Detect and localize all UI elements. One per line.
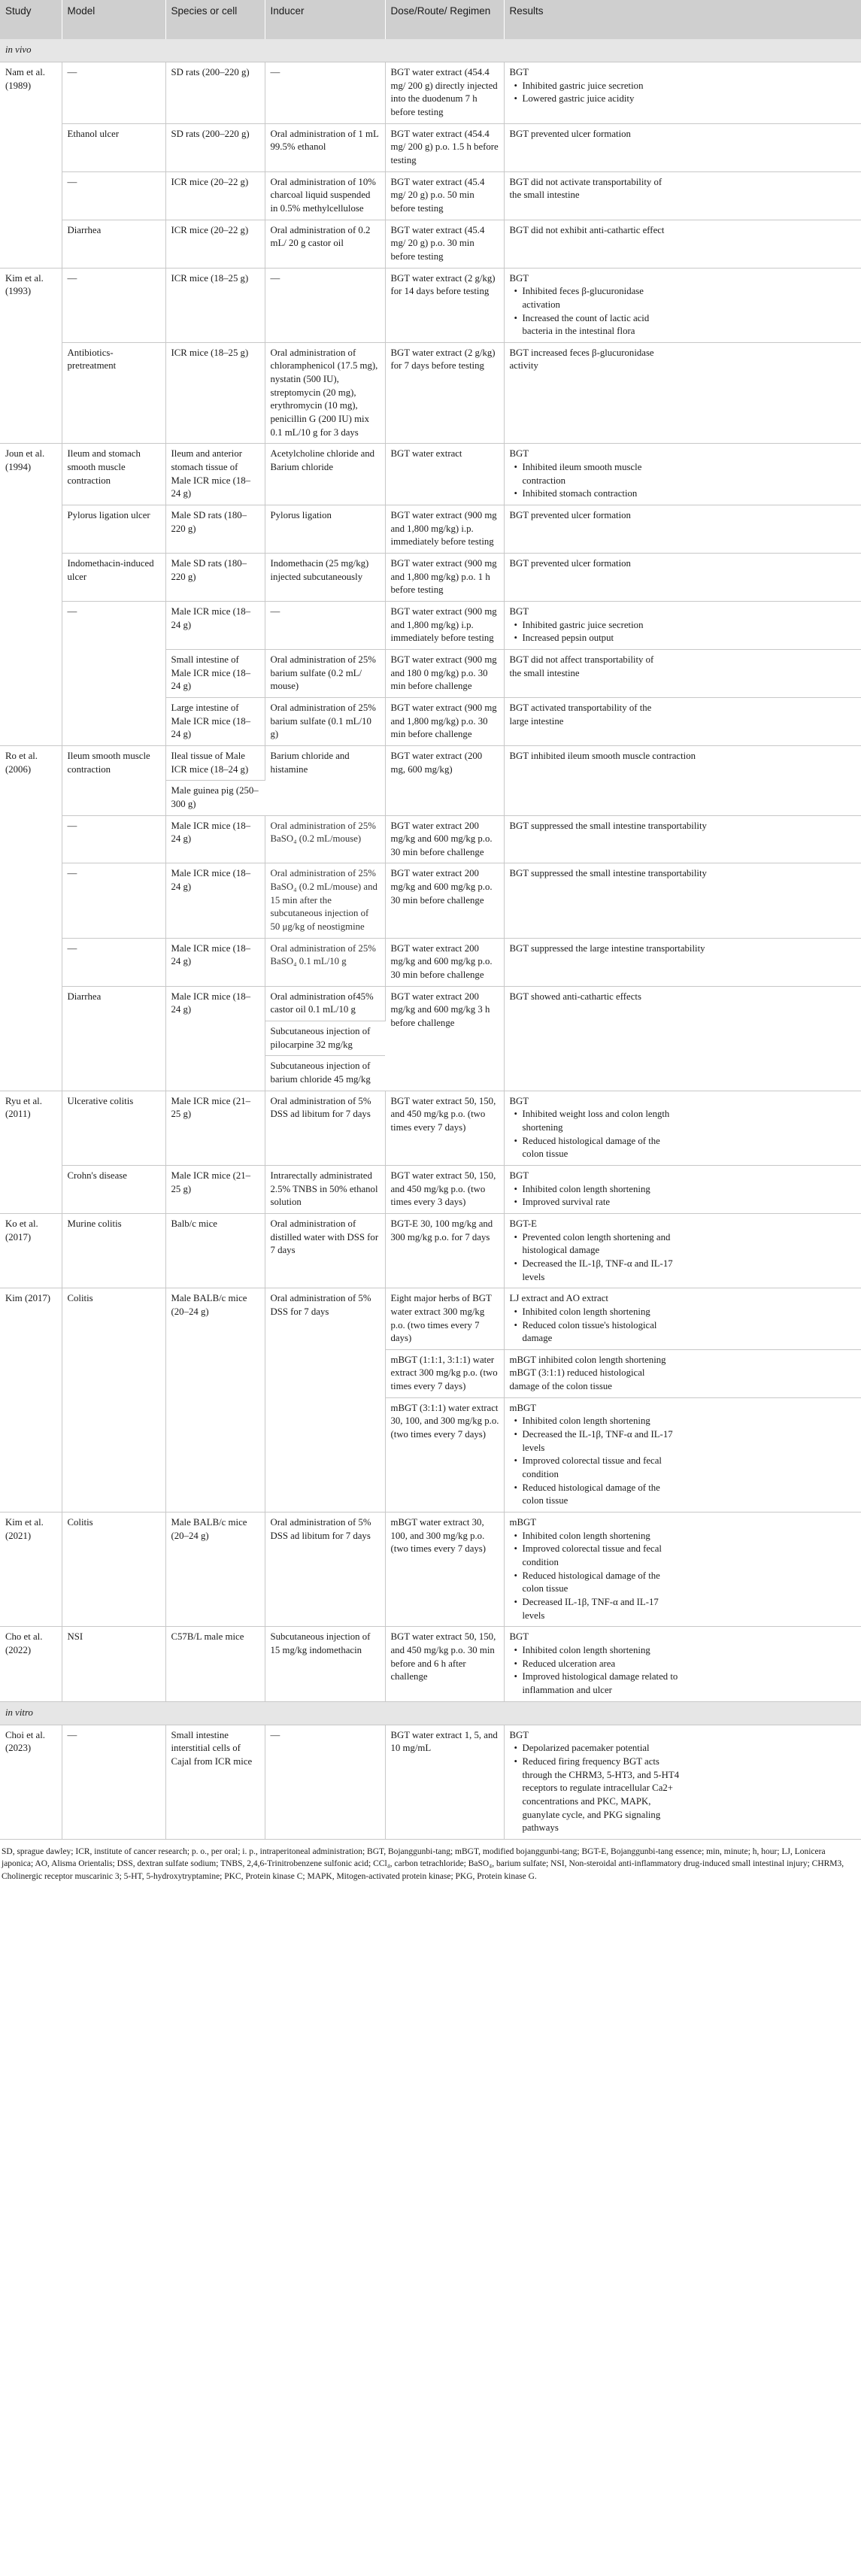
species-cell: Male SD rats (180–220 g)	[165, 505, 265, 554]
result-item: • Reduced colon tissue's histological damage	[523, 1319, 681, 1346]
dose-cell: BGT water extract 50, 150, and 450 mg/kg p.o. (two times every 7 days)	[385, 1091, 504, 1165]
result-title: mBGT	[509, 1402, 537, 1413]
result-title: BGT	[509, 1170, 529, 1181]
result-item: • Lowered gastric juice acidity	[523, 93, 681, 106]
result-item: • Improved colorectal tissue and fecal condition	[523, 1543, 681, 1569]
result-title: BGT	[509, 605, 529, 617]
result-title: BGT increased feces β-glucuronidase activity	[509, 347, 654, 372]
inducer-cell: Oral administration of 25% BaSO₄ (0.2 mL/mouse)	[265, 815, 385, 863]
table-row	[0, 220, 861, 268]
result-title: BGT did not activate transportability of the small intestine	[509, 176, 662, 201]
study-cell: Nam et al. (1989)	[0, 62, 62, 269]
inducer-cell: Oral administration of distilled water with DSS for 7 days	[265, 1213, 385, 1288]
model-cell: Murine colitis	[62, 1213, 165, 1288]
header-species: Species or cell	[165, 0, 265, 39]
table-row	[0, 554, 861, 602]
result-item: • Decreased IL-1β, TNF-α and IL-17 levels	[523, 1596, 681, 1622]
model-cell: Antibiotics-pretreatment	[62, 342, 165, 444]
result-list	[510, 1306, 681, 1346]
result-item: • Inhibited stomach contraction	[523, 487, 681, 501]
model-cell: Colitis	[62, 1288, 165, 1513]
result-cell	[504, 649, 861, 697]
study-cell: Joun et al. (1994)	[0, 444, 62, 745]
result-list	[510, 1530, 681, 1623]
species-cell: Large intestine of Male ICR mice (18–24 g)	[165, 697, 265, 745]
result-cell	[504, 1627, 861, 1701]
result-cell	[504, 220, 861, 268]
table-row	[0, 1288, 861, 1350]
model-cell: —	[62, 863, 165, 938]
table-header	[0, 0, 861, 39]
model-cell: Colitis	[62, 1513, 165, 1627]
result-list	[510, 1415, 681, 1508]
model-cell: Ileum and stomach smooth muscle contraction	[62, 444, 165, 505]
species-cell: C57B/L male mice	[165, 1627, 265, 1701]
result-list	[510, 80, 681, 106]
result-item: • Reduced histological damage of the colon tissue	[523, 1570, 681, 1596]
result-cell	[504, 1397, 861, 1512]
result-item: • Inhibited colon length shortening	[523, 1415, 681, 1428]
result-cell: BGT suppressed the large intestine transportability	[504, 938, 861, 986]
header-inducer: Inducer	[265, 0, 385, 39]
result-item: • Depolarized pacemaker potential	[523, 1742, 681, 1755]
study-cell: Ryu et al. (2011)	[0, 1091, 62, 1213]
header-model: Model	[62, 0, 165, 39]
result-item: • Inhibited weight loss and colon length shortening	[523, 1108, 681, 1134]
dose-cell: BGT water extract (2 g/kg) for 7 days before testing	[385, 342, 504, 444]
result-item: • Increased pepsin output	[523, 632, 681, 645]
result-list	[510, 1108, 681, 1161]
result-item: • Inhibited colon length shortening	[523, 1644, 681, 1658]
header-results: Results	[504, 0, 861, 39]
result-list	[510, 1742, 681, 1835]
table-row	[0, 1627, 861, 1701]
header-dose: Dose/Route/ Regimen	[385, 0, 504, 39]
result-cell	[504, 444, 861, 505]
inducer-cell: Indomethacin (25 mg/kg) injected subcutaneously	[265, 554, 385, 602]
result-cell	[504, 505, 861, 554]
dose-cell: BGT water extract (200 mg, 600 mg/kg)	[385, 745, 504, 815]
section-label: in vivo	[0, 39, 861, 62]
table-row	[0, 986, 861, 1021]
result-list	[510, 1183, 681, 1209]
model-cell: —	[62, 815, 165, 863]
model-cell: Ileum smooth muscle contraction	[62, 745, 165, 815]
dose-cell: Eight major herbs of BGT water extract 300 mg/kg p.o. (two times every 7 days)	[385, 1288, 504, 1350]
model-cell: Pylorus ligation ulcer	[62, 505, 165, 554]
model-cell: Diarrhea	[62, 220, 165, 268]
species-cell: Male BALB/c mice (20–24 g)	[165, 1513, 265, 1627]
result-title: BGT	[509, 1631, 529, 1643]
dose-cell: BGT water extract (45.4 mg/ 20 g) p.o. 50 min before testing	[385, 171, 504, 220]
species-cell: ICR mice (18–25 g)	[165, 342, 265, 444]
result-item: • Inhibited gastric juice secretion	[523, 619, 681, 633]
model-cell: —	[62, 1725, 165, 1839]
result-title: BGT activated transportability of the large intestine	[509, 702, 652, 727]
table-row	[0, 1165, 861, 1213]
section-in-vitro	[0, 1701, 861, 1725]
section-label: in vitro	[0, 1701, 861, 1725]
inducer-cell: Oral administration of 10% charcoal liquid suspended in 0.5% methylcellulose	[265, 171, 385, 220]
dose-cell: BGT water extract 50, 150, and 450 mg/kg p.o. (two times every 3 days)	[385, 1165, 504, 1213]
inducer-cell: Barium chloride and histamine	[265, 745, 385, 815]
result-cell	[504, 1513, 861, 1627]
model-cell: —	[62, 268, 165, 342]
species-cell: Male ICR mice (18–24 g)	[165, 863, 265, 938]
result-title: BGT did not affect transportability of the small intestine	[509, 654, 654, 678]
model-cell: Diarrhea	[62, 986, 165, 1091]
species-cell: Small intestine of Male ICR mice (18–24 g)	[165, 649, 265, 697]
inducer-cell: —	[265, 62, 385, 124]
result-list	[510, 1231, 681, 1285]
table-row	[0, 601, 861, 649]
species-cell: ICR mice (20–22 g)	[165, 220, 265, 268]
table-row	[0, 62, 861, 124]
species-cell: Ileal tissue of Male ICR mice (18–24 g)	[165, 745, 265, 780]
inducer-cell: Oral administration of 5% DSS ad libitum for 7 days	[265, 1513, 385, 1627]
study-cell: Ro et al. (2006)	[0, 745, 62, 1091]
result-item: • Decreased the IL-1β, TNF-α and IL-17 levels	[523, 1258, 681, 1284]
dose-cell: BGT water extract 200 mg/kg and 600 mg/kg p.o. 30 min before challenge	[385, 863, 504, 938]
table-row	[0, 444, 861, 505]
table-footnote: SD, sprague dawley; ICR, institute of cancer research; p. o., per oral; i. p., intraperitoneal administration; BGT, Bojanggunbi-tang; mBGT, modified bojanggunbi-tang; BGT-E, Bojanggunbi-tang essence; min, minute; h, hour; LJ, Lonicera japonica; AO, Alisma Orientalis; DSS, dextran sulfate sodium; TNBS, 2,4,6-Trinitrobenzene sulfonic acid; CCl₄, carbon tetrachloride; BaSO₄, barium sulfate; NSI, Non-steroidal anti-inflammatory drug-induced small intestinal injury; CHRM3, Cholinergic receptor muscarinic 3; 5-HT, 5-hydroxytryptamine; PKC, Protein kinase C; MAPK, Mitogen-activated protein kinase; PKG, Protein kinase G.	[2, 1846, 844, 1882]
inducer-cell: Oral administration of 25% BaSO₄ (0.2 mL/mouse) and 15 min after the subcutaneous injection of 50 μg/kg of neostigmine	[265, 863, 385, 938]
species-cell: Male ICR mice (18–24 g)	[165, 938, 265, 986]
inducer-cell: Intrarectally administrated 2.5% TNBS in 50% ethanol solution	[265, 1165, 385, 1213]
result-cell	[504, 171, 861, 220]
header-study: Study	[0, 0, 62, 39]
dose-cell: mBGT (1:1:1, 3:1:1) water extract 300 mg/kg p.o. (two times every 7 days)	[385, 1349, 504, 1397]
result-item: • Improved survival rate	[523, 1196, 681, 1209]
result-cell	[504, 1213, 861, 1288]
result-cell	[504, 697, 861, 745]
result-title: BGT	[509, 1729, 529, 1740]
inducer-cell: Oral administration of 1 mL 99.5% ethanol	[265, 123, 385, 171]
species-cell: SD rats (200–220 g)	[165, 62, 265, 124]
result-title: BGT	[509, 1095, 529, 1106]
result-title: BGT prevented ulcer formation	[509, 510, 631, 521]
result-title: BGT	[509, 448, 529, 460]
dose-cell: mBGT water extract 30, 100, and 300 mg/kg p.o. (two times every 7 days)	[385, 1513, 504, 1627]
model-cell: —	[62, 171, 165, 220]
result-item: • Inhibited colon length shortening	[523, 1183, 681, 1197]
species-cell: SD rats (200–220 g)	[165, 123, 265, 171]
result-item: • Inhibited colon length shortening	[523, 1306, 681, 1319]
result-cell	[504, 1288, 861, 1350]
model-cell: Ulcerative colitis	[62, 1091, 165, 1165]
result-item: • Improved histological damage related to inflammation and ulcer	[523, 1670, 681, 1697]
result-title: mBGT	[509, 1517, 537, 1528]
result-cell	[504, 1725, 861, 1839]
species-cell: Balb/c mice	[165, 1213, 265, 1288]
model-cell: —	[62, 62, 165, 124]
result-title: BGT	[509, 67, 529, 77]
inducer-cell: Subcutaneous injection of barium chloride 45 mg/kg	[265, 1056, 385, 1091]
result-list	[510, 1644, 681, 1698]
dose-cell: BGT water extract (900 mg and 1,800 mg/kg) i.p. immediately before testing	[385, 601, 504, 649]
dose-cell: BGT water extract (2 g/kg) for 14 days before testing	[385, 268, 504, 342]
result-title: BGT prevented ulcer formation	[509, 128, 631, 139]
result-item: • Decreased the IL-1β, TNF-α and IL-17 levels	[523, 1428, 681, 1455]
model-cell: Crohn's disease	[62, 1165, 165, 1213]
species-cell: Male ICR mice (18–24 g)	[165, 601, 265, 649]
dose-cell: BGT water extract (45.4 mg/ 20 g) p.o. 30 min before testing	[385, 220, 504, 268]
inducer-cell: Subcutaneous injection of 15 mg/kg indomethacin	[265, 1627, 385, 1701]
result-list	[510, 461, 681, 501]
dose-cell: BGT water extract (454.4 mg/ 200 g) directly injected into the duodenum 7 h before testing	[385, 62, 504, 124]
species-cell: Small intestine interstitial cells of Cajal from ICR mice	[165, 1725, 265, 1839]
result-cell	[504, 342, 861, 444]
result-cell: BGT suppressed the small intestine transportability	[504, 815, 861, 863]
inducer-cell: Pylorus ligation	[265, 505, 385, 554]
species-cell: Male ICR mice (21–25 g)	[165, 1091, 265, 1165]
inducer-cell: Oral administration of45% castor oil 0.1 mL/10 g	[265, 986, 385, 1021]
result-cell: BGT inhibited ileum smooth muscle contraction	[504, 745, 861, 815]
result-cell: BGT suppressed the small intestine transportability	[504, 863, 861, 938]
dose-cell: BGT water extract (454.4 mg/ 200 g) p.o. 1.5 h before testing	[385, 123, 504, 171]
dose-cell: BGT water extract (900 mg and 1,800 mg/kg) i.p. immediately before testing	[385, 505, 504, 554]
dose-cell: BGT water extract (900 mg and 180 0 mg/kg) p.o. 30 min before challenge	[385, 649, 504, 697]
model-cell: Ethanol ulcer	[62, 123, 165, 171]
inducer-cell: Oral administration of 25% barium sulfate (0.1 mL/10 g)	[265, 697, 385, 745]
table-row	[0, 1213, 861, 1288]
dose-cell: BGT water extract (900 mg and 1,800 mg/kg) p.o. 1 h before testing	[385, 554, 504, 602]
dose-cell: BGT water extract (900 mg and 1,800 mg/kg) p.o. 30 min before challenge	[385, 697, 504, 745]
result-item: • Inhibited gastric juice secretion	[523, 80, 681, 93]
result-cell	[504, 601, 861, 649]
result-item: • Inhibited ileum smooth muscle contraction	[523, 461, 681, 487]
result-list	[510, 619, 681, 645]
result-item: • Reduced ulceration area	[523, 1658, 681, 1671]
dose-cell: BGT-E 30, 100 mg/kg and 300 mg/kg p.o. for 7 days	[385, 1213, 504, 1288]
study-cell: Kim (2017)	[0, 1288, 62, 1513]
table-row	[0, 1725, 861, 1839]
table-row	[0, 863, 861, 938]
dose-cell: BGT water extract	[385, 444, 504, 505]
dose-cell: BGT water extract 200 mg/kg and 600 mg/kg p.o. 30 min before challenge	[385, 938, 504, 986]
inducer-cell: Subcutaneous injection of pilocarpine 32 mg/kg	[265, 1021, 385, 1056]
table-row	[0, 815, 861, 863]
result-title: mBGT inhibited colon length shortening mBGT (3:1:1) reduced histological damage of the colon tissue	[509, 1354, 666, 1392]
result-item: • Prevented colon length shortening and histological damage	[523, 1231, 681, 1258]
inducer-cell: —	[265, 1725, 385, 1839]
study-cell: Cho et al. (2022)	[0, 1627, 62, 1701]
inducer-cell: Oral administration of 25% barium sulfate (0.2 mL/ mouse)	[265, 649, 385, 697]
model-cell: Indomethacin-induced ulcer	[62, 554, 165, 602]
result-item: • Reduced histological damage of the colon tissue	[523, 1482, 681, 1508]
dose-cell: BGT water extract 200 mg/kg and 600 mg/kg 3 h before challenge	[385, 986, 504, 1091]
table-row	[0, 505, 861, 554]
model-cell: —	[62, 938, 165, 986]
model-cell: —	[62, 601, 165, 745]
dose-cell: BGT water extract 1, 5, and 10 mg/mL	[385, 1725, 504, 1839]
species-cell: Male ICR mice (18–24 g)	[165, 815, 265, 863]
inducer-cell: Oral administration of 5% DSS ad libitum for 7 days	[265, 1091, 385, 1165]
result-cell	[504, 554, 861, 602]
result-cell	[504, 1349, 861, 1397]
study-cell: Kim et al. (1993)	[0, 268, 62, 444]
inducer-cell: Oral administration of 5% DSS for 7 days	[265, 1288, 385, 1513]
species-cell: ICR mice (20–22 g)	[165, 171, 265, 220]
result-title: BGT-E	[509, 1218, 537, 1229]
result-item: • Inhibited colon length shortening	[523, 1530, 681, 1543]
study-cell: Ko et al. (2017)	[0, 1213, 62, 1288]
dose-cell: BGT water extract 200 mg/kg and 600 mg/kg p.o. 30 min before challenge	[385, 815, 504, 863]
inducer-cell: Oral administration of chloramphenicol (17.5 mg), nystatin (500 IU), streptomycin (20 mg), erythromycin (10 mg), penicillin G (200 IU) mix 0.1 mL/10 g for 3 days	[265, 342, 385, 444]
inducer-cell: Oral administration of 0.2 mL/ 20 g castor oil	[265, 220, 385, 268]
table-row	[0, 1091, 861, 1165]
species-cell: Male BALB/c mice (20–24 g)	[165, 1288, 265, 1513]
result-cell	[504, 123, 861, 171]
table-row	[0, 171, 861, 220]
result-item: • Reduced firing frequency BGT acts through the CHRM3, 5-HT3, and 5-HT4 receptors to regulate intracellular Ca2+ concentrations and PKC, MAPK, guanylate cycle, and PKG signaling pathways	[523, 1755, 681, 1835]
dose-cell: BGT water extract 50, 150, and 450 mg/kg p.o. 30 min before and 6 h after challenge	[385, 1627, 504, 1701]
result-title: BGT	[509, 272, 529, 284]
result-item: • Increased the count of lactic acid bacteria in the intestinal flora	[523, 312, 681, 338]
result-cell	[504, 1165, 861, 1213]
table-row	[0, 268, 861, 342]
inducer-cell: —	[265, 268, 385, 342]
section-in-vivo	[0, 39, 861, 62]
dose-cell: mBGT (3:1:1) water extract 30, 100, and 300 mg/kg p.o. (two times every 7 days)	[385, 1397, 504, 1512]
table-row	[0, 745, 861, 780]
study-cell: Kim et al. (2021)	[0, 1513, 62, 1627]
species-cell: Male ICR mice (18–24 g)	[165, 986, 265, 1091]
result-title: BGT did not exhibit anti-cathartic effect	[509, 224, 665, 235]
result-item: • Reduced histological damage of the colon tissue	[523, 1135, 681, 1161]
table-row	[0, 123, 861, 171]
model-cell: NSI	[62, 1627, 165, 1701]
inducer-cell: Oral administration of 25% BaSO₄ 0.1 mL/10 g	[265, 938, 385, 986]
result-cell	[504, 62, 861, 124]
species-cell: Male guinea pig (250–300 g)	[165, 781, 265, 815]
study-cell: Choi et al. (2023)	[0, 1725, 62, 1839]
species-cell: ICR mice (18–25 g)	[165, 268, 265, 342]
result-title: BGT prevented ulcer formation	[509, 558, 631, 569]
table-row	[0, 342, 861, 444]
table-row	[0, 938, 861, 986]
result-list	[510, 285, 681, 338]
result-title: LJ extract and AO extract	[509, 1293, 608, 1304]
result-cell	[504, 1091, 861, 1165]
inducer-cell: Acetylcholine chloride and Barium chloride	[265, 444, 385, 505]
species-cell: Male SD rats (180–220 g)	[165, 554, 265, 602]
result-item: • Inhibited feces β-glucuronidase activation	[523, 285, 681, 311]
inducer-cell: —	[265, 601, 385, 649]
result-item: • Improved colorectal tissue and fecal condition	[523, 1455, 681, 1481]
result-cell	[504, 268, 861, 342]
species-cell: Male ICR mice (21–25 g)	[165, 1165, 265, 1213]
table-row	[0, 1513, 861, 1627]
result-cell: BGT showed anti-cathartic effects	[504, 986, 861, 1091]
species-cell: Ileum and anterior stomach tissue of Male ICR mice (18–24 g)	[165, 444, 265, 505]
